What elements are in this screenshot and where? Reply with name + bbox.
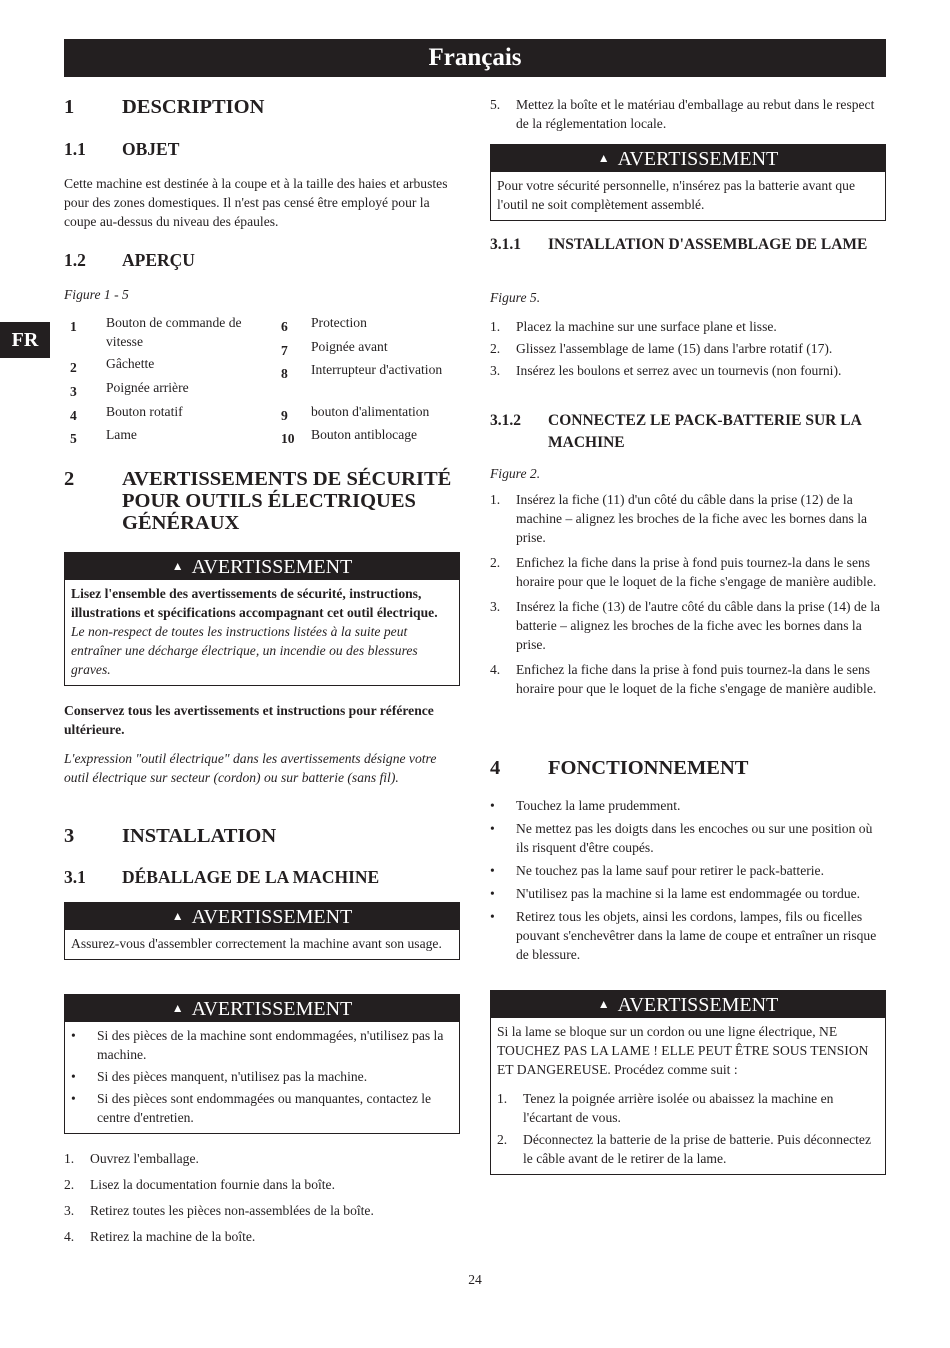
warning-box-blade-jam	[490, 990, 886, 1175]
keep-instructions-note: Conservez tous les avertissements et instructions pour référence ultérieure.	[64, 703, 434, 737]
list-item: • Si des pièces sont endommagées ou manquantes, contactez le centre d'entretien.	[71, 1091, 432, 1125]
warning-header: ▲ AVERTISSEMENT	[65, 553, 459, 580]
list-item: • Touchez la lame prudemment.	[490, 798, 681, 813]
warning-body: Pour votre sécurité personnelle, n'insérez pas la batterie avant que l'outil ne soit complètement assemblé.	[497, 178, 856, 212]
list-item: • Ne mettez pas les doigts dans les encoches ou sur une position où ils risquent d'être coupés.	[490, 821, 873, 855]
warning-body: Lisez l'ensemble des avertissements de sécurité, instructions, illustrations et spécifications accompagnant cet outil électrique. Le non-respect de toutes les instructions listées à la suite peut entraîner une décharge électrique, un incendie ou des blessures graves.	[71, 586, 438, 677]
section-3-1-heading: 3.1 DÉBALLAGE DE LA MACHINE	[64, 867, 380, 887]
unpack-steps	[64, 1149, 460, 1246]
list-item: 1. Placez la machine sur une surface plane et lisse.	[490, 319, 777, 334]
section-4-heading: 4 FONCTIONNEMENT	[490, 757, 749, 779]
section-1-heading: 1 DESCRIPTION	[64, 96, 265, 118]
section-3-heading: 3 INSTALLATION	[64, 825, 277, 847]
list-item: • N'utilisez pas la machine si la lame est endommagée ou tordue.	[490, 886, 861, 901]
section-3-1-1-heading: 3.1.1 INSTALLATION D'ASSEMBLAGE DE LAME	[490, 236, 868, 253]
blade-assembly-steps	[490, 317, 886, 380]
warning-body: Si la lame se bloque sur un cordon ou une ligne électrique, NE TOUCHEZ PAS LA LAME ! ELLE PEUT ÊTRE SOUS TENSION ET DANGEREUSE. Procédez comme suit : 1. Tenez la poignée arrière isolée ou abaissez la machine en l'écartant de vous. 2. Déconnectez la batterie de la prise de batterie. Puis déconnectez le câble avant de le retirer de la lame.	[491, 1018, 885, 1174]
list-item: 3. Insérez les boulons et serrez avec un tournevis (non fourni).	[490, 363, 842, 378]
warning-triangle-icon: ▲	[597, 997, 610, 1011]
list-item: 4. Retirez la machine de la boîte.	[64, 1229, 256, 1244]
warning-box-assembly	[64, 902, 460, 960]
list-item: 1. Insérez la fiche (11) d'un côté du câble dans la prise (12) de la machine – alignez les broches de la fiche avec les bornes dans la prise.	[490, 492, 868, 545]
section-3-1-2-heading: 3.1.2 CONNECTEZ LE PACK-BATTERIE SUR LA MACHINE	[490, 412, 861, 451]
section-2-heading: 2 AVERTISSEMENTS DE SÉCURITÉ POUR OUTILS ÉLECTRIQUES GÉNÉRAUX	[64, 468, 452, 534]
warning-header: ▲ AVERTISSEMENT	[491, 991, 885, 1018]
list-item: 7 Poignée avant	[281, 339, 388, 358]
warning-box-parts	[64, 994, 460, 1134]
warning-header: ▲ AVERTISSEMENT	[491, 145, 885, 172]
list-item: • Retirez tous les objets, ainsi les cordons, lampes, fils ou ficelles pouvant s'enchevêtrer dans la lame de coupe et entraîner un risque de blessure.	[490, 909, 877, 962]
warning-header: ▲ AVERTISSEMENT	[65, 903, 459, 930]
list-item: 9 bouton d'alimentation	[281, 404, 430, 423]
warning-body	[65, 1022, 459, 1133]
list-item: 6 Protection	[281, 315, 367, 334]
list-item: 8 Interrupteur d'activation	[281, 362, 443, 381]
list-item: 2 Gâchette	[70, 356, 155, 375]
operation-rules	[490, 796, 886, 964]
list-item: 1. Ouvrez l'emballage.	[64, 1151, 199, 1166]
warning-triangle-icon: ▲	[171, 909, 184, 923]
list-item: 2. Enfichez la fiche dans la prise à fond puis tournez-la dans le sens horaire pour que le loquet de la fiche s'engage de manière audible.	[490, 555, 877, 589]
warning-triangle-icon: ▲	[597, 151, 610, 165]
figure-reference: Figure 1 - 5	[64, 287, 129, 302]
battery-connection-steps	[490, 490, 886, 698]
list-item: • Si des pièces de la machine sont endommagées, n'utilisez pas la machine.	[71, 1028, 444, 1062]
list-item: 10 Bouton antiblocage	[281, 427, 418, 446]
section-1-1-heading: 1.1 OBJET	[64, 139, 180, 159]
list-item: 3. Insérez la fiche (13) de l'autre côté du câble dans la prise (14) de la batterie – alignez les broches de la fiche avec les bornes dans la prise.	[490, 599, 881, 652]
figure-reference: Figure 5.	[490, 290, 541, 305]
warning-box-battery	[490, 144, 886, 221]
page-number: 24	[468, 1272, 482, 1287]
list-item: 5 Lame	[70, 427, 137, 446]
list-item: 2. Lisez la documentation fournie dans la boîte.	[64, 1177, 335, 1192]
list-item: • Si des pièces manquent, n'utilisez pas la machine.	[71, 1069, 368, 1084]
list-item: 4 Bouton rotatif	[70, 404, 183, 423]
list-item: 4. Enfichez la fiche dans la prise à fond puis tournez-la dans le sens horaire pour que le loquet de la fiche s'engage de manière audible.	[490, 662, 877, 696]
warning-header: ▲ AVERTISSEMENT	[65, 995, 459, 1022]
section-1-2-heading: 1.2 APERÇU	[64, 250, 195, 270]
list-item: 1 Bouton de commande de vitesse	[70, 315, 242, 349]
list-item: • Ne touchez pas la lame sauf pour retirer le pack-batterie.	[490, 863, 824, 878]
language-tab: FR	[0, 322, 50, 358]
warning-box-general	[64, 552, 460, 686]
power-tool-definition: L'expression "outil électrique" dans les avertissements désigne votre outil électrique sur secteur (cordon) ou sur batterie (sans fil).	[64, 751, 437, 785]
list-item: 3. Retirez toutes les pièces non-assemblées de la boîte.	[64, 1203, 374, 1218]
list-item: 3 Poignée arrière	[70, 380, 189, 399]
list-item: 2. Déconnectez la batterie de la prise de batterie. Puis déconnectez le câble avant de le retirer de la lame.	[497, 1132, 871, 1166]
warning-triangle-icon: ▲	[171, 1001, 184, 1015]
section-1-1-text: Cette machine est destinée à la coupe et à la taille des haies et arbustes pour des zones domestiques. Il n'est pas censé être employé pour la coupe au-dessus du niveau des épaules.	[64, 176, 448, 229]
warning-body: Assurez-vous d'assembler correctement la machine avant son usage.	[71, 936, 442, 951]
figure-reference: Figure 2.	[490, 466, 541, 481]
list-item: 5. Mettez la boîte et le matériau d'emballage au rebut dans le respect de la réglementation locale.	[490, 97, 875, 131]
unpack-steps-continued	[490, 95, 886, 133]
language-header: Français	[64, 39, 886, 77]
warning-triangle-icon: ▲	[171, 559, 184, 573]
list-item: 2. Glissez l'assemblage de lame (15) dans l'arbre rotatif (17).	[490, 341, 833, 356]
list-item: 1. Tenez la poignée arrière isolée ou abaissez la machine en l'écartant de vous.	[497, 1091, 834, 1125]
